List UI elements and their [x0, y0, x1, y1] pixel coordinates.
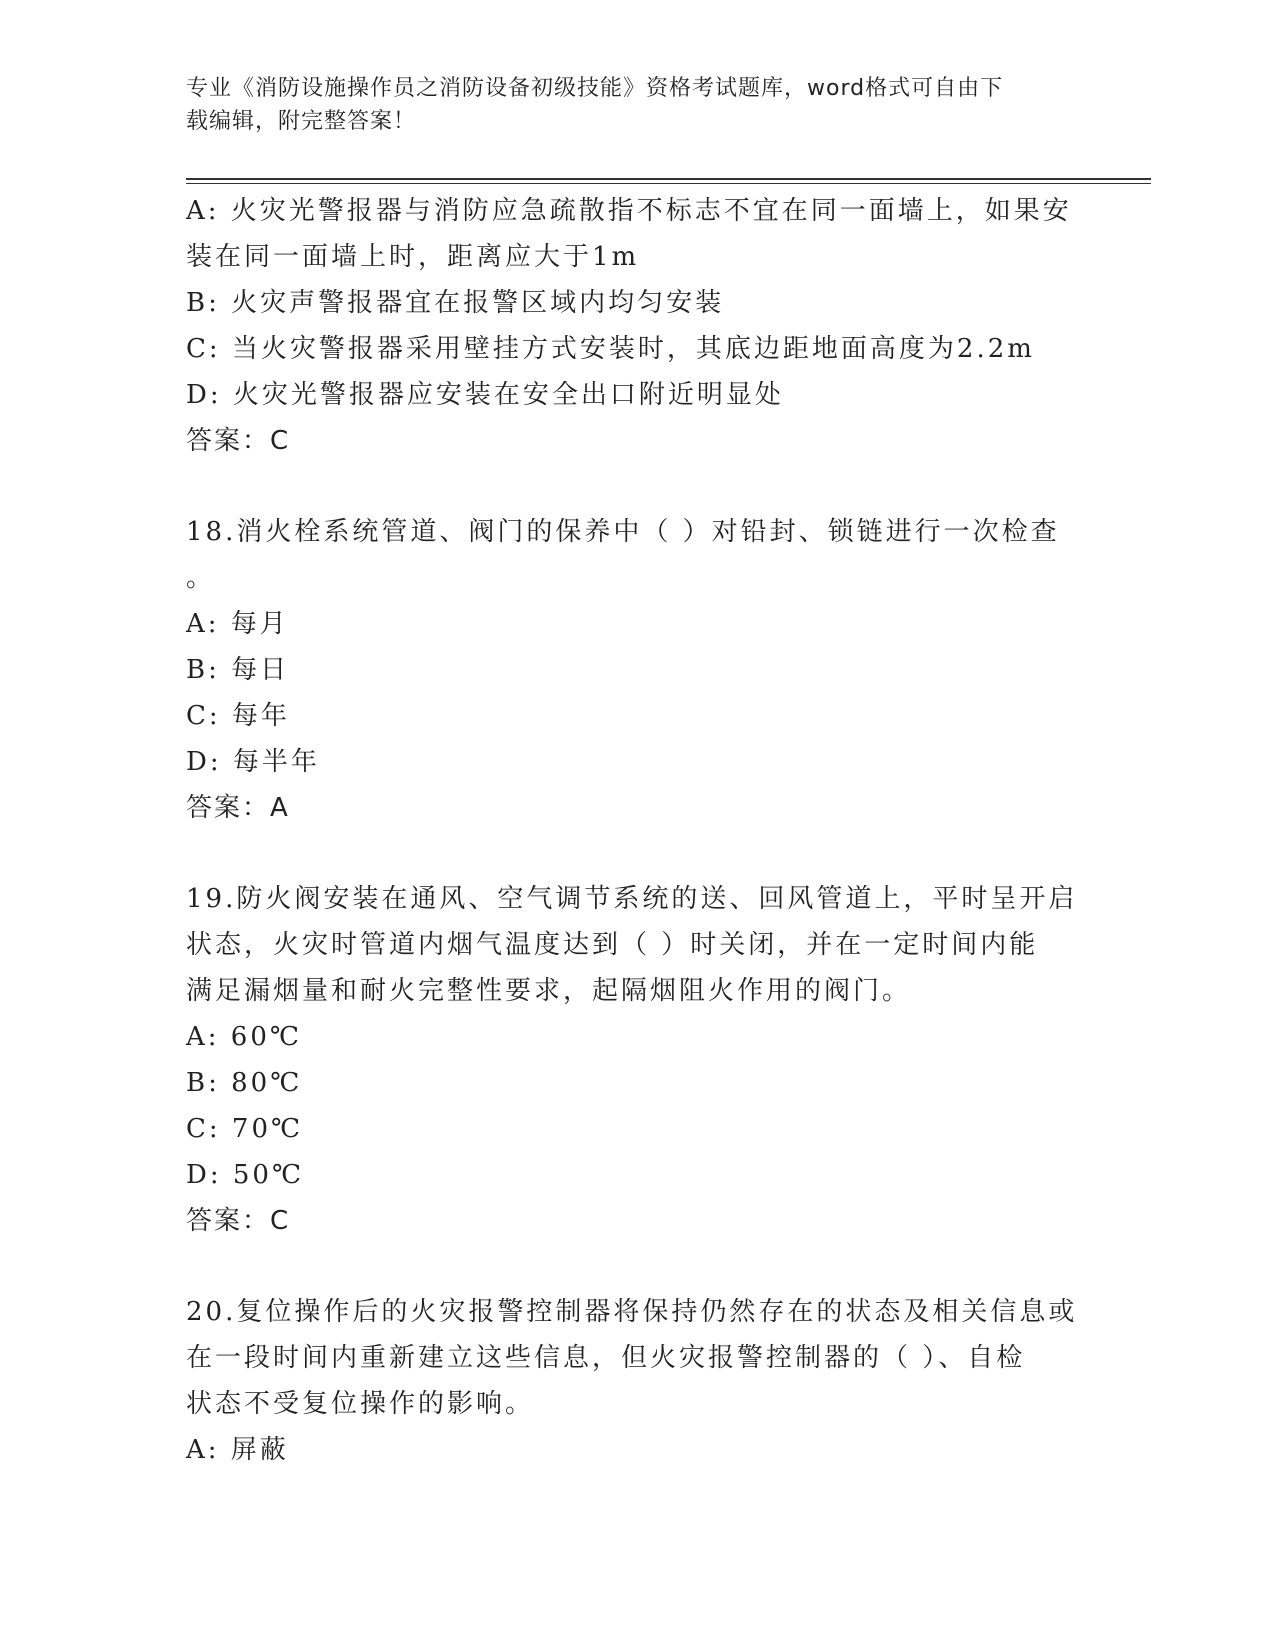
- q18-option-b: B: 每日: [186, 655, 290, 685]
- spacer: [186, 1244, 1086, 1289]
- q18-stem-cont: 。: [186, 563, 216, 593]
- header-divider-thin: [186, 183, 1151, 184]
- document-header: [186, 72, 1066, 138]
- q20-stem: 20.复位操作后的火灾报警控制器将保持仍然存在的状态及相关信息或: [186, 1297, 1078, 1327]
- q19-stem: 19.防火阀安装在通风、空气调节系统的送、回风管道上，平时呈开启: [186, 884, 1078, 914]
- q17-option-a: A: 火灾光警报器与消防应急疏散指不标志不宜在同一面墙上，如果安: [186, 196, 1072, 226]
- q17-answer: 答案：C: [186, 426, 291, 456]
- q17-option-a-cont: 装在同一面墙上时，距离应大于1m: [186, 242, 640, 272]
- question-20: [186, 1289, 1086, 1473]
- q19-option-b: B: 80℃: [186, 1068, 303, 1098]
- question-list: [186, 188, 1086, 1473]
- spacer: [186, 831, 1086, 876]
- q20-stem-cont: 在一段时间内重新建立这些信息，但火灾报警控制器的（ ）、自检: [186, 1343, 1026, 1373]
- header-line-2: 载编辑，附完整答案！: [186, 109, 417, 134]
- q20-option-a: A: 屏蔽: [186, 1435, 289, 1465]
- question-19: [186, 876, 1086, 1244]
- q19-stem-cont-2: 满足漏烟量和耐火完整性要求，起隔烟阻火作用的阀门。: [186, 976, 912, 1006]
- header-line-1: 专业《消防设施操作员之消防设备初级技能》资格考试题库，word格式可自由下: [186, 76, 1004, 101]
- q19-answer: 答案：C: [186, 1206, 291, 1236]
- q18-option-d: D: 每半年: [186, 747, 320, 777]
- q19-option-a: A: 60℃: [186, 1022, 302, 1052]
- header-divider-thick: [186, 178, 1151, 180]
- q18-option-a: A: 每月: [186, 609, 289, 639]
- q18-option-c: C: 每年: [186, 701, 290, 731]
- q19-option-c: C: 70℃: [186, 1114, 304, 1144]
- question-17-continued: [186, 188, 1086, 464]
- q19-option-d: D: 50℃: [186, 1160, 305, 1190]
- spacer: [186, 464, 1086, 509]
- q17-option-c: C: 当火灾警报器采用壁挂方式安装时，其底边距地面高度为2.2m: [186, 334, 1035, 364]
- question-18: [186, 509, 1086, 831]
- q18-stem: 18.消火栓系统管道、阀门的保养中（ ）对铅封、锁链进行一次检查: [186, 517, 1060, 547]
- q19-stem-cont: 状态，火灾时管道内烟气温度达到（ ）时关闭，并在一定时间内能: [186, 930, 1039, 960]
- q18-answer: 答案：A: [186, 793, 290, 823]
- q17-option-d: D: 火灾光警报器应安装在安全出口附近明显处: [186, 380, 784, 410]
- q17-option-b: B: 火灾声警报器宜在报警区域内均匀安装: [186, 288, 725, 318]
- q20-stem-cont-2: 状态不受复位操作的影响。: [186, 1389, 535, 1419]
